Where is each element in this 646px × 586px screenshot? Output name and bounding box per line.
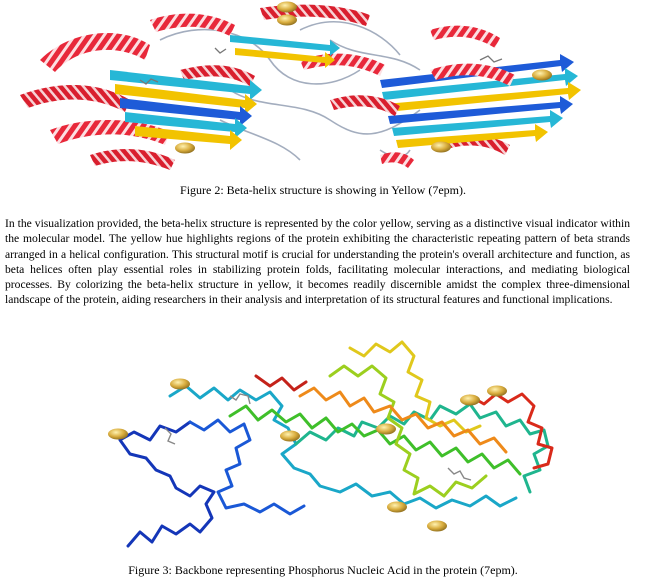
- phosphorus-atom-spheres: [108, 379, 507, 532]
- figure-3-backbone-image: [0, 336, 646, 562]
- body-paragraph: In the visualization provided, the beta-helix structure is represented by the color yellow, serving as a distinctive visual indicator within the molecular model. The yellow hue highlights regions of the protein exhibiting the characteristic repeating pattern of beta strands arranged in a helical configuration. This structural motif is crucial for understanding the protein's overall architecture and function, as beta helices often play essential roles in stabilizing protein folds, facilitating molecular interactions, and mediating biological processes. By colorizing the beta-helix structure in yellow, it becomes readily discernible amidst the complex three-dimensional landscape of the protein, aiding researchers in their analysis and interpretation of its structural features and functional implications.: [5, 217, 630, 307]
- figure-2-ribbon-image: [0, 0, 646, 180]
- figure-2-caption: Figure 2: Beta-helix structure is showing in Yellow (7epm).: [180, 183, 466, 197]
- figure-3-caption: Figure 3: Backbone representing Phosphorus Nucleic Acid in the protein (7epm).: [128, 563, 518, 577]
